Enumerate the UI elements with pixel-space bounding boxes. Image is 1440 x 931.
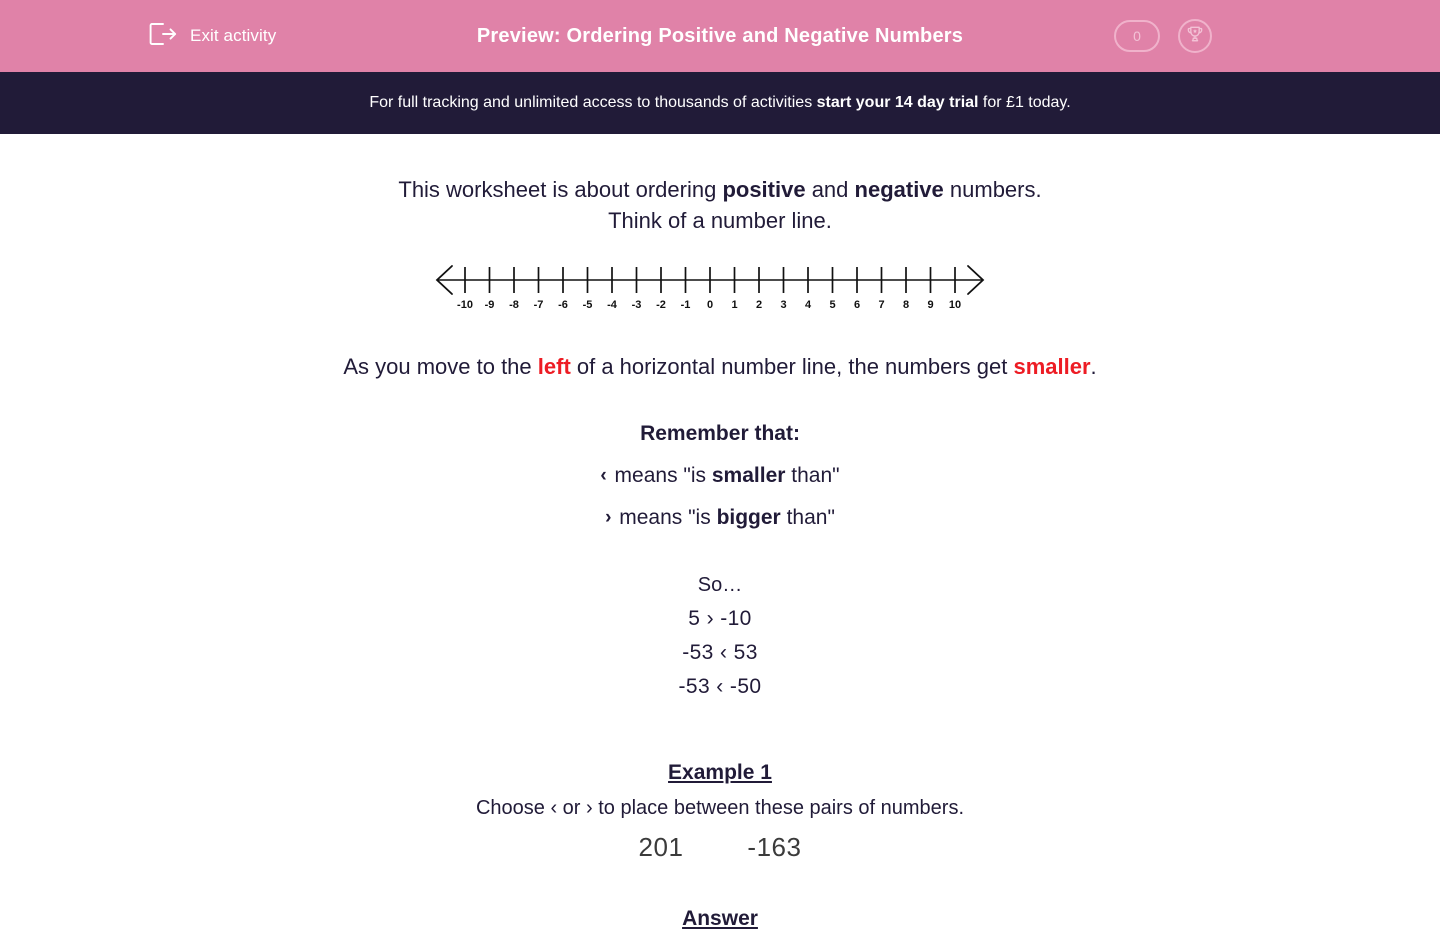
remember-title: Remember that: — [640, 422, 800, 445]
intro-bold-negative: negative — [854, 177, 944, 202]
remember-row2-part2: than" — [780, 506, 835, 529]
page-title: Preview: Ordering Positive and Negative Numbers — [476, 24, 964, 47]
rule-highlight-left: left — [537, 354, 571, 379]
number-line-tick-label: -8 — [509, 299, 519, 311]
remember-row1-part1: means "is — [608, 464, 712, 487]
remember-row1-bold: smaller — [711, 464, 786, 487]
remember-row2-part1: means "is — [613, 506, 717, 529]
intro-line1-part3: numbers. — [943, 177, 1042, 202]
number-line-tick-label: -1 — [680, 299, 691, 311]
number-line-tick-label: 6 — [853, 299, 861, 311]
number-line-tick-label: -2 — [656, 299, 666, 311]
rule-statement — [0, 352, 1440, 382]
number-line-tick-label: 4 — [804, 299, 812, 311]
points-value: 0 — [1133, 28, 1141, 44]
number-line-tick-label: 10 — [948, 299, 962, 311]
number-line-tick-label: -10 — [457, 299, 473, 311]
number-line-tick-label: 5 — [829, 299, 836, 311]
example-title: Example 1 — [668, 761, 772, 784]
number-line-tick-label: 3 — [780, 299, 787, 311]
intro-line-1 — [0, 174, 1440, 205]
rule-part1: As you move to the — [343, 354, 538, 379]
trophy-icon — [1185, 24, 1205, 49]
example-number-pair — [0, 832, 1440, 863]
intro-bold-positive: positive — [722, 177, 806, 202]
example-right-number: -163 — [747, 832, 802, 862]
number-line-svg — [430, 256, 1010, 316]
worksheet-content — [0, 134, 1440, 931]
trial-banner — [0, 72, 1440, 134]
rule-part3: . — [1090, 354, 1097, 379]
intro-line1-part2: and — [805, 177, 855, 202]
example-instruction: Choose ‹ or › to place between these pairs of numbers. — [475, 797, 965, 819]
exit-activity-button[interactable] — [148, 21, 276, 52]
logout-icon — [148, 21, 178, 52]
rule-part2: of a horizontal number line, the numbers get — [570, 354, 1014, 379]
number-line-tick-label: 9 — [927, 299, 934, 311]
number-line-tick-label: -3 — [631, 299, 642, 311]
number-line-tick-label: -6 — [558, 299, 568, 311]
remember-row-bigger — [0, 506, 1440, 530]
number-line-tick-label: 8 — [902, 299, 910, 311]
so-block — [0, 574, 1440, 699]
exit-activity-label: Exit activity — [190, 26, 277, 45]
trophy-button[interactable] — [1178, 19, 1212, 53]
so-example-line: -53 ‹ 53 — [682, 641, 758, 664]
intro-text — [0, 174, 1440, 236]
number-line-tick-label: -7 — [533, 299, 544, 311]
number-line-tick-label: -4 — [607, 299, 617, 311]
app-header — [0, 0, 1440, 72]
greater-than-icon: › — [605, 507, 612, 528]
trial-cta-link[interactable]: start your 14 day trial — [816, 94, 979, 111]
example-block — [0, 761, 1440, 863]
remember-row1-part2: than" — [785, 464, 840, 487]
number-line-tick-label: 1 — [731, 299, 738, 311]
intro-line-2: Think of a number line. — [608, 208, 832, 233]
number-line-tick-label: -9 — [484, 299, 495, 311]
trial-text-after: for £1 today. — [978, 94, 1071, 111]
number-line-figure — [0, 256, 1440, 316]
intro-line1-part1: This worksheet is about ordering — [398, 177, 723, 202]
remember-row2-bold: bigger — [716, 506, 781, 529]
number-line-tick-label: 7 — [878, 299, 885, 311]
number-line-tick-label: 2 — [755, 299, 763, 311]
so-example-line: 5 › -10 — [688, 607, 752, 630]
less-than-icon: ‹ — [600, 465, 607, 486]
trial-text-before: For full tracking and unlimited access to thousands of activities — [369, 94, 817, 111]
remember-block — [0, 422, 1440, 530]
so-title: So… — [697, 574, 743, 596]
number-line-tick-label: -5 — [582, 299, 593, 311]
example-left-number: 201 — [638, 832, 684, 862]
rule-highlight-smaller: smaller — [1013, 354, 1091, 379]
number-line-tick-label: 0 — [706, 299, 714, 311]
answer-title: Answer — [682, 907, 758, 930]
points-badge[interactable] — [1114, 20, 1160, 52]
so-example-line: -53 ‹ -50 — [678, 675, 762, 698]
remember-row-smaller — [0, 464, 1440, 488]
header-actions — [1114, 19, 1212, 53]
trial-banner-text — [369, 94, 1070, 112]
